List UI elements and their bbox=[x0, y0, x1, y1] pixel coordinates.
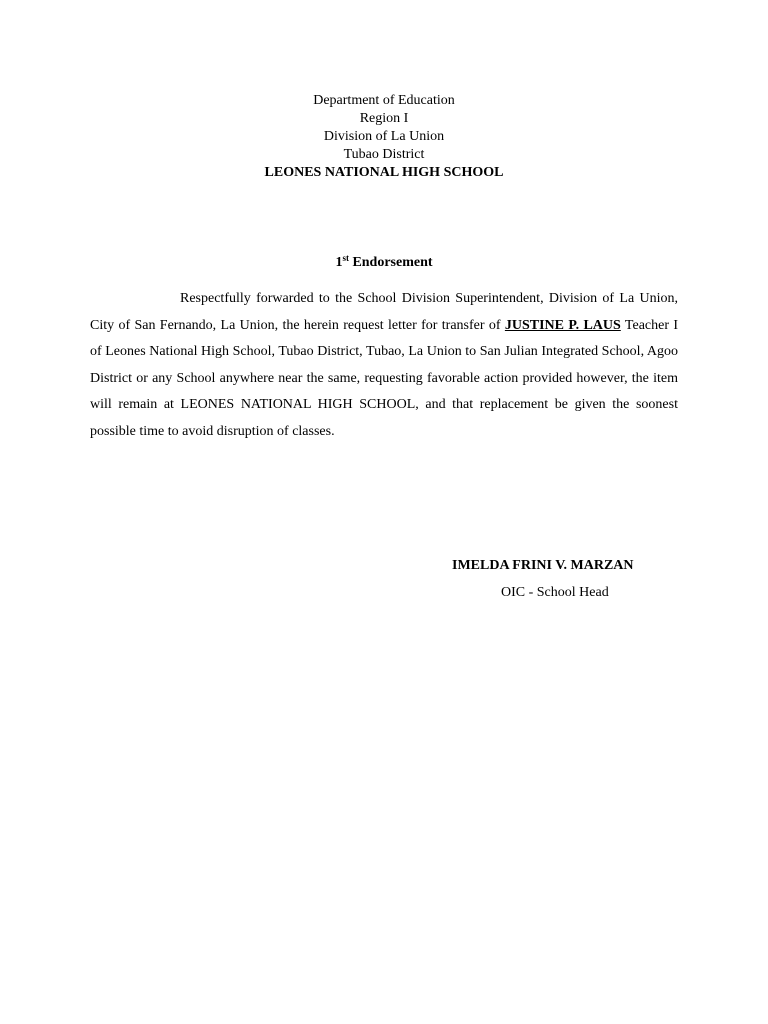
teacher-name: JUSTINE P. LAUS bbox=[504, 317, 621, 333]
signatory-title: OIC - School Head bbox=[501, 585, 609, 600]
letterhead bbox=[0, 92, 768, 182]
signatory-name: IMELDA FRINI V. MARZAN bbox=[452, 558, 634, 573]
endorsement-body bbox=[90, 286, 678, 446]
endorsement-title bbox=[0, 254, 768, 272]
letterhead-district: Tubao District bbox=[343, 147, 425, 162]
endorsement-label: Endorsement bbox=[348, 255, 433, 270]
letterhead-school-name: LEONES NATIONAL HIGH SCHOOL bbox=[264, 165, 504, 180]
body-text-before: Respectfully forwarded to the School Division Superintendent, Division of La Union, City of San Fernando, La Union, the herein request letter for transfer of bbox=[90, 291, 678, 333]
body-text-after: Teacher I of Leones National High School, Tubao District, Tubao, La Union to San Julian Integrated School, Agoo District or any School anywhere near the same, requesting favorable action provided however, the item will remain at LEONES NATIONAL HIGH SCHOOL, and that replacement be given the soonest possible time to avoid disruption of classes. bbox=[90, 317, 678, 439]
endorsement-number: 1 bbox=[335, 255, 343, 270]
letterhead-division: Division of La Union bbox=[323, 129, 445, 144]
endorsement-ordinal-suffix: st bbox=[342, 253, 349, 263]
letterhead-region: Region I bbox=[359, 111, 409, 126]
letterhead-department: Department of Education bbox=[313, 93, 455, 108]
